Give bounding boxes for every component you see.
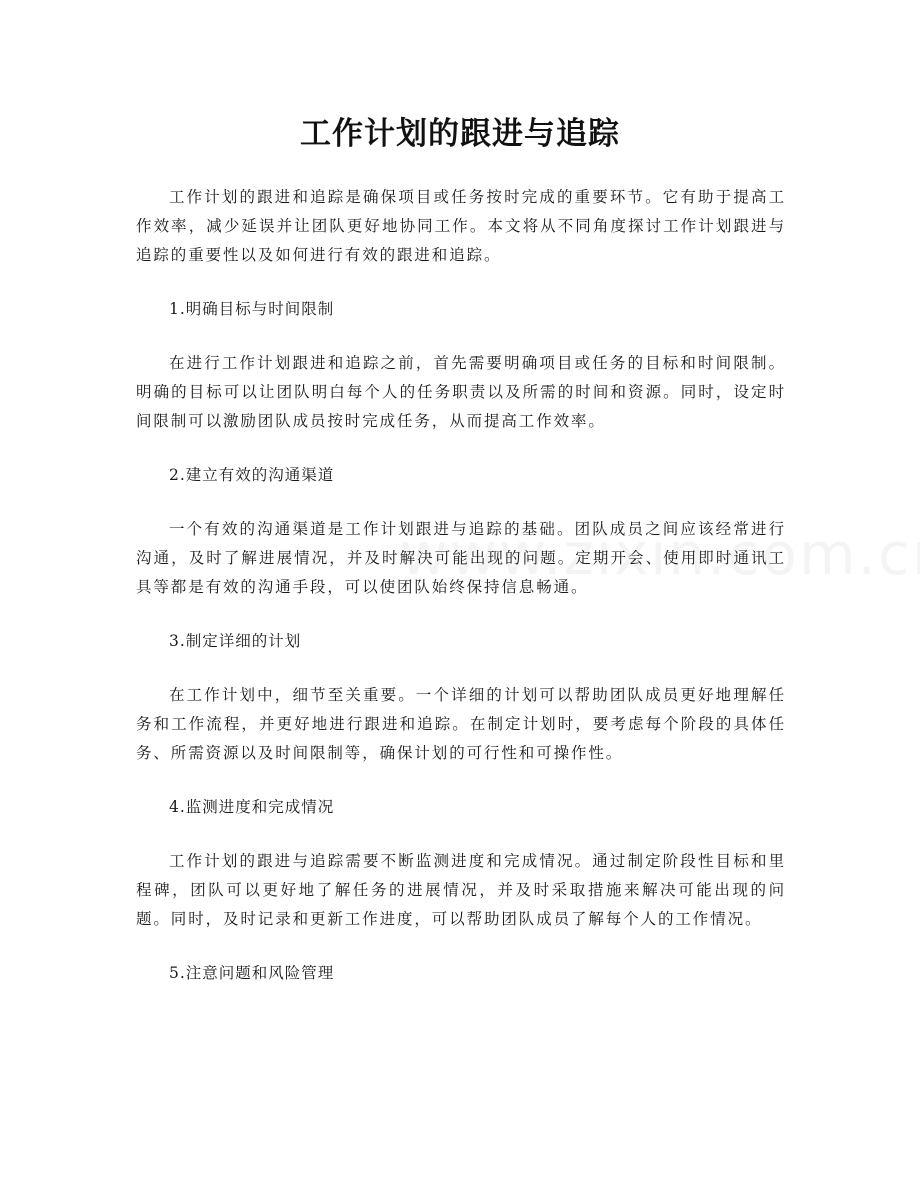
section-2-heading: 2.建立有效的沟通渠道: [169, 466, 335, 484]
section-5-heading: 5.注意问题和风险管理: [169, 964, 335, 982]
document-body: [136, 183, 786, 1013]
section-2-paragraph: 一个有效的沟通渠道是工作计划跟进与追踪的基础。团队成员之间应该经常进行沟通，及时了解进展情况，并及时解决可能出现的问题。定期开会、使用即时通讯工具等都是有效的沟通手段，可以使团队始终保持信息畅通。: [136, 520, 786, 596]
section-1-paragraph: 在进行工作计划跟进和追踪之前，首先需要明确项目或任务的目标和时间限制。明确的目标可以让团队明白每个人的任务职责以及所需的时间和资源。同时，设定时间限制可以激励团队成员按时完成任务，从而提高工作效率。: [136, 354, 786, 430]
intro-paragraph: 工作计划的跟进和追踪是确保项目或任务按时完成的重要环节。它有助于提高工作效率，减少延误并让团队更好地协同工作。本文将从不同角度探讨工作计划跟进与追踪的重要性以及如何进行有效的跟进和追踪。: [136, 188, 786, 264]
section-1-heading: 1.明确目标与时间限制: [169, 300, 335, 318]
section-4-heading: 4.监测进度和完成情况: [169, 798, 335, 816]
section-3-heading: 3.制定详细的计划: [169, 632, 302, 650]
section-4-paragraph: 工作计划的跟进与追踪需要不断监测进度和完成情况。通过制定阶段性目标和里程碑，团队可以更好地了解任务的进展情况，并及时采取措施来解决可能出现的问题。同时，及时记录和更新工作进度，可以帮助团队成员了解每个人的工作情况。: [136, 852, 786, 928]
section-3-paragraph: 在工作计划中，细节至关重要。一个详细的计划可以帮助团队成员更好地理解任务和工作流程，并更好地进行跟进和追踪。在制定计划时，要考虑每个阶段的具体任务、所需资源以及时间限制等，确保计划的可行性和可操作性。: [136, 686, 786, 762]
document-title: 工作计划的跟进与追踪: [300, 116, 620, 152]
